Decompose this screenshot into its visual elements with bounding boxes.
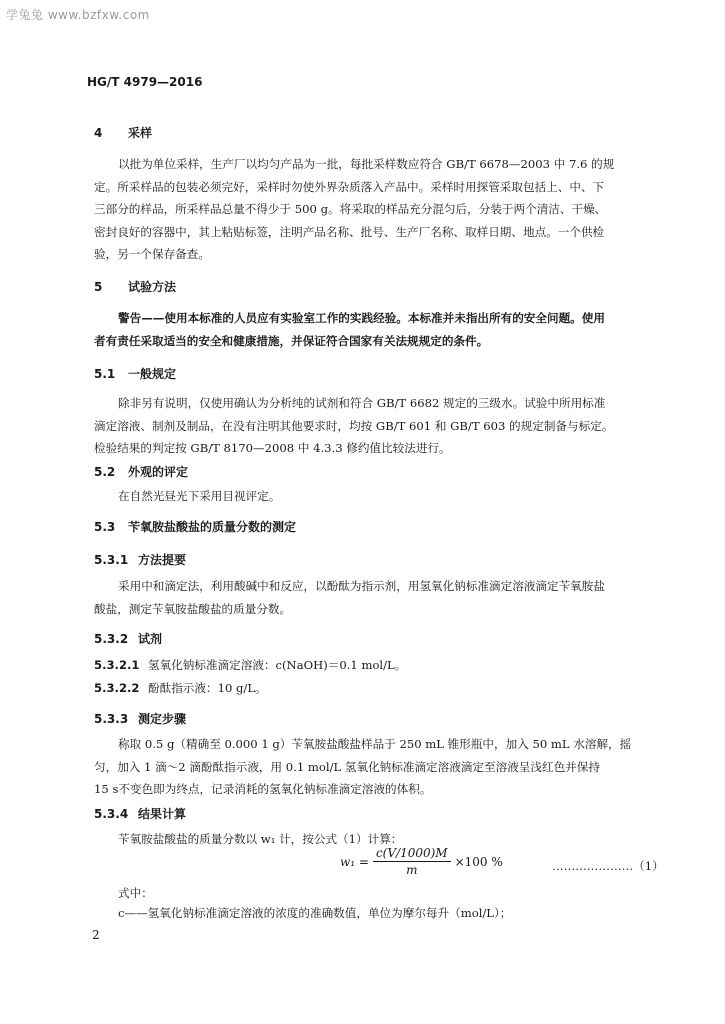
section-title: 测定步骤	[138, 712, 187, 726]
section-number: 5.2	[94, 465, 116, 479]
section-title: 外观的评定	[128, 465, 189, 479]
section-5-heading	[94, 278, 176, 295]
formula-lhs: w₁ =	[340, 854, 369, 869]
section-5-3-3-heading	[94, 710, 186, 727]
item-number: 5.3.2.2	[94, 681, 140, 695]
page-number: 2	[92, 928, 100, 942]
section-title: 方法提要	[138, 553, 187, 567]
text-line: 警告——使用本标准的人员应有实验室工作的实践经验。本标准并未指出所有的安全问题。使用	[118, 311, 605, 325]
item-text: 酚酞指示液：10 g/L。	[148, 681, 267, 695]
section-5-3-4-heading	[94, 805, 186, 822]
section-number: 5.3.4	[94, 807, 129, 821]
section-number: 5.3	[94, 520, 116, 534]
section-title: 苄氧胺盐酸盐的质量分数的测定	[128, 520, 297, 534]
watermark: 学兔兔 www.bzfxw.com	[6, 8, 150, 22]
text-line: 三部分的样品，所采样品总量不得少于 500 g。将采取的样品充分混匀后，分装于两个清洁、干燥、	[94, 202, 607, 216]
section-5-3-1-heading	[94, 551, 186, 568]
text-line: 以批为单位采样，生产厂以均匀产品为一批，每批采样数应符合 GB/T 6678—2003 中 7.6 的规	[118, 157, 615, 171]
formula-rhs: ×100 %	[454, 854, 503, 869]
section-number: 5	[94, 280, 103, 294]
text-line: 称取 0.5 g（精确至 0.000 1 g）苄氧胺盐酸盐样品于 250 mL 锥形瓶中，加入 50 mL 水溶解，摇	[118, 737, 632, 751]
section-title: 采样	[128, 126, 153, 140]
section-number: 5.1	[94, 367, 116, 381]
text-line: 采用中和滴定法，利用酸碱中和反应，以酚酞为指示剂，用氢氧化钠标准滴定溶液滴定苄氧胺盐	[118, 579, 605, 593]
equation-number: …………………（1）	[552, 859, 664, 873]
reagent-item	[94, 657, 406, 673]
formula-1	[340, 846, 503, 877]
section-title: 试验方法	[128, 280, 177, 294]
section-number: 5.3.2	[94, 632, 129, 646]
where-label: 式中：	[118, 886, 153, 900]
text-line: 定。所采样品的包装必须完好，采样时勿使外界杂质落入产品中。采样时用探管采取包括上、中、下	[94, 179, 605, 194]
standard-number: HG/T 4979—2016	[87, 75, 203, 89]
section-4-body	[94, 153, 656, 266]
section-number: 4	[94, 126, 103, 140]
section-number: 5.3.1	[94, 553, 129, 567]
text-line: 匀，加入 1 滴～2 滴酚酞指示液，用 0.1 mol/L 氢氧化钠标准滴定溶液滴定至溶液呈浅红色并保持	[94, 759, 600, 774]
formula-fraction	[373, 846, 451, 877]
text-line: 除非另有说明，仅使用确认为分析纯的试剂和符合 GB/T 6682 规定的三级水。试验中所用标准	[118, 396, 606, 410]
section-5-1-heading	[94, 365, 176, 382]
item-number: 5.3.2.1	[94, 658, 140, 672]
section-title: 结果计算	[138, 807, 187, 821]
text-line: 验，另一个保存备查。	[94, 247, 210, 261]
section-5-3-heading	[94, 518, 296, 535]
calc-intro: 苄氧胺盐酸盐的质量分数以 w₁ 计，按公式（1）计算：	[118, 832, 403, 846]
section-5-3-3-body	[94, 733, 656, 801]
reagent-item	[94, 680, 267, 696]
section-5-3-2-heading	[94, 630, 162, 647]
text-line: 滴定溶液、制剂及制品，在没有注明其他要求时，均按 GB/T 601 和 GB/T 603 的规定制备与标定。	[94, 418, 614, 433]
formula-numerator: c(V/1000)M	[373, 846, 451, 862]
text-line: 15 s不变色即为终点，记录消耗的氢氧化钠标准滴定溶液的体积。	[94, 782, 432, 796]
warning-paragraph	[94, 307, 656, 352]
section-number: 5.3.3	[94, 712, 129, 726]
text-line: 密封良好的容器中，其上粘贴标签，注明产品名称、批号、生产厂名称、取样日期、地点。一个供检	[94, 224, 605, 239]
definition-c: c——氢氧化钠标准滴定溶液的浓度的准确数值，单位为摩尔每升（mol/L）；	[118, 906, 512, 920]
section-title: 一般规定	[128, 367, 177, 381]
section-5-3-1-body	[94, 575, 656, 620]
section-5-2-heading	[94, 463, 188, 480]
text-line: 检验结果的判定按 GB/T 8170—2008 中 4.3.3 修约值比较法进行。	[94, 441, 451, 455]
section-5-1-body	[94, 392, 656, 460]
text-line: 在自然光昼光下采用目视评定。	[118, 489, 281, 503]
section-title: 试剂	[138, 632, 163, 646]
formula-denominator: m	[406, 863, 418, 877]
text-line: 者有责任采取适当的安全和健康措施，并保证符合国家有关法规规定的条件。	[94, 333, 489, 348]
text-line: 酸盐，测定苄氧胺盐酸盐的质量分数。	[94, 601, 292, 616]
item-text: 氢氧化钠标准滴定溶液：c(NaOH)＝0.1 mol/L。	[148, 658, 407, 672]
section-4-heading	[94, 124, 152, 141]
section-5-2-body	[94, 485, 656, 508]
